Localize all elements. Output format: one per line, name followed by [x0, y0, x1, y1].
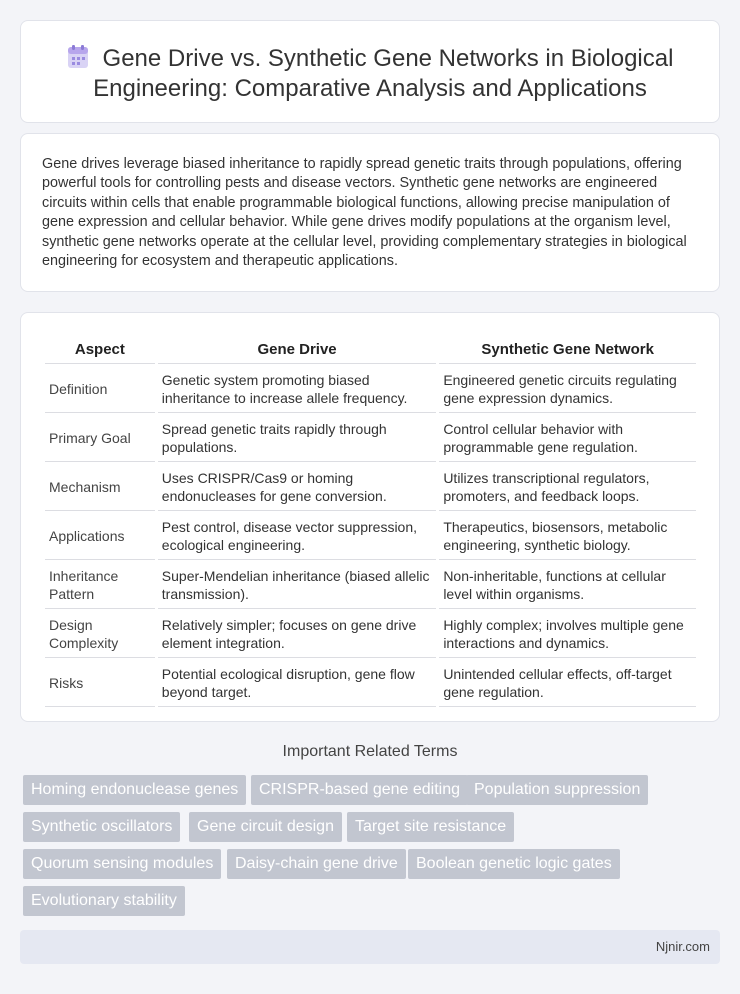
comparison-card: [20, 312, 720, 722]
aspect-cell: Primary Goal: [45, 415, 155, 462]
table-row: [45, 415, 696, 462]
footer-site-link[interactable]: Njnir.com: [655, 939, 710, 954]
gene-drive-cell: Uses CRISPR/Cas9 or homing endonucleases for gene conversion.: [158, 464, 437, 511]
gene-drive-cell: Spread genetic traits rapidly through populations.: [158, 415, 437, 462]
related-term-tag[interactable]: Daisy-chain gene drive: [227, 849, 406, 879]
table-row: [45, 611, 696, 658]
related-term-tag[interactable]: Boolean genetic logic gates: [408, 849, 620, 879]
gene-drive-cell: Super-Mendelian inheritance (biased allelic transmission).: [158, 562, 437, 609]
aspect-cell: Inheritance Pattern: [45, 562, 155, 609]
synthetic-network-cell: Control cellular behavior with programmable gene regulation.: [439, 415, 696, 462]
synthetic-network-cell: Unintended cellular effects, off-target gene regulation.: [439, 660, 696, 707]
synthetic-network-cell: Engineered genetic circuits regulating gene expression dynamics.: [439, 366, 696, 413]
footer: [20, 930, 720, 964]
table-header-row: [45, 336, 696, 364]
header-aspect: Aspect: [45, 336, 155, 364]
intro-card: [20, 133, 720, 292]
related-term-tag[interactable]: Quorum sensing modules: [23, 849, 221, 879]
aspect-cell: Design Complexity: [45, 611, 155, 658]
aspect-cell: Risks: [45, 660, 155, 707]
table-row: [45, 366, 696, 413]
table-row: [45, 660, 696, 707]
aspect-cell: Applications: [45, 513, 155, 560]
title-card: [20, 20, 720, 123]
related-terms-title: Important Related Terms: [282, 743, 458, 760]
gene-drive-cell: Pest control, disease vector suppression, ecological engineering.: [158, 513, 437, 560]
comparison-table: [42, 334, 699, 709]
page-title-text: Gene Drive vs. Synthetic Gene Networks in Biological Engineering: Comparative Analysis and Applications: [93, 45, 674, 102]
table-row: [45, 464, 696, 511]
gene-drive-cell: Genetic system promoting biased inheritance to increase allele frequency.: [158, 366, 437, 413]
synthetic-network-cell: Non-inheritable, functions at cellular level within organisms.: [439, 562, 696, 609]
related-term-tag[interactable]: Synthetic oscillators: [23, 812, 180, 842]
gene-drive-cell: Relatively simpler; focuses on gene drive element integration.: [158, 611, 437, 658]
gene-drive-cell: Potential ecological disruption, gene flow beyond target.: [158, 660, 437, 707]
header-synthetic-gene-network: Synthetic Gene Network: [439, 336, 696, 364]
related-term-tag[interactable]: Evolutionary stability: [23, 886, 185, 916]
header-gene-drive: Gene Drive: [158, 336, 437, 364]
synthetic-network-cell: Highly complex; involves multiple gene interactions and dynamics.: [439, 611, 696, 658]
aspect-cell: Mechanism: [45, 464, 155, 511]
synthetic-network-cell: Utilizes transcriptional regulators, promoters, and feedback loops.: [439, 464, 696, 511]
related-term-tag[interactable]: Population suppression: [466, 775, 648, 805]
table-row: [45, 513, 696, 560]
table-row: [45, 562, 696, 609]
related-term-tag[interactable]: CRISPR-based gene editing: [251, 775, 468, 805]
related-term-tag[interactable]: Gene circuit design: [189, 812, 342, 842]
related-term-tag[interactable]: Target site resistance: [347, 812, 514, 842]
document-icon: [67, 45, 89, 69]
related-term-tag[interactable]: Homing endonuclease genes: [23, 775, 246, 805]
page-title: [51, 44, 689, 104]
synthetic-network-cell: Therapeutics, biosensors, metabolic engineering, synthetic biology.: [439, 513, 696, 560]
intro-paragraph: Gene drives leverage biased inheritance to rapidly spread genetic traits through populations, offering powerful tools for controlling pests and disease vectors. Synthetic gene networks are engineered circuits within cells that enable programmable biological functions, allowing precise manipulation of gene expression and cellular behavior. While gene drives modify populations at the organism level, synthetic gene networks operate at the cellular level, providing complementary strategies in biological engineering for ecosystem and therapeutic applications.: [42, 156, 687, 270]
aspect-cell: Definition: [45, 366, 155, 413]
